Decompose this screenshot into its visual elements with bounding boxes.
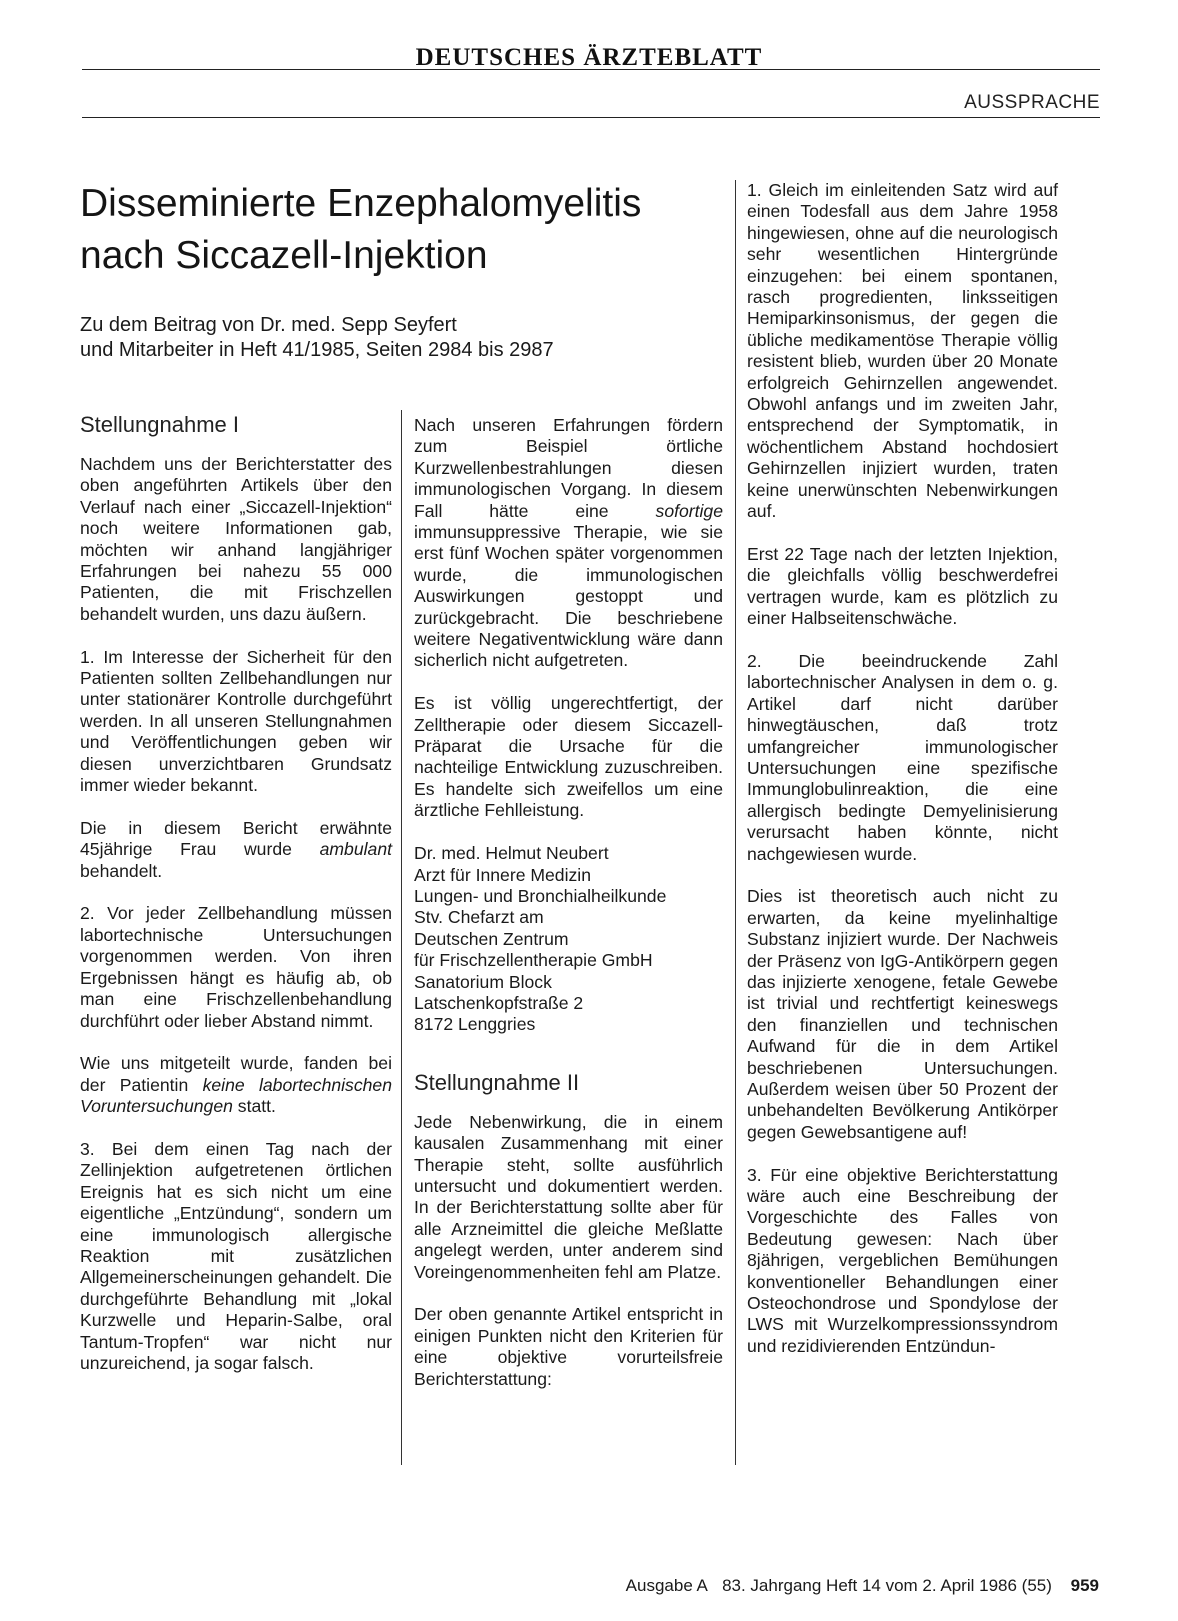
article-title [80, 178, 720, 282]
page-footer [0, 1576, 1099, 1596]
section-label: AUSSPRACHE [964, 92, 1100, 113]
page-number: 959 [1070, 1576, 1099, 1595]
text-run: immunsuppressive Therapie, wie sie erst fünf Wochen später vorgenommen wurde, die immunologischen Auswirkungen gestoppt und zurückgebracht. Die beschriebene weitere Negativentwicklung wäre dann sicherlich nicht aufgetreten. [414, 522, 723, 671]
text-run: Die in diesem Bericht erwähnte 45jährige Frau wurde [80, 817, 392, 860]
paragraph: 1. Gleich im einleitenden Satz wird auf einen Todesfall aus dem Jahre 1958 hingewiesen, ohne auf die neurologisch sehr wesentlichen Hintergründe einzugehen: bei einem spontanen, rasch progredienten, linksseitigen Hemiparkinsonismus, der gegen die übliche medikamentöse Therapie völlig resistent blieb, wurden über 20 Monate erfolgreich Gehirnzellen angewendet. Obwohl anfangs und im zweiten Jahr, entsprechend der Symptomatik, in wöchentlichem Abstand hochdosiert Gehirnzellen injiziert wurden, traten keine unerwünschten Nebenwirkungen auf. [747, 180, 1058, 522]
emphasis: sofortige [655, 500, 723, 521]
paragraph [80, 818, 392, 882]
paragraph: 2. Die beeindruckende Zahl labortechnischer Analysen in dem o. g. Artikel darf nicht darüber hinwegtäuschen, daß trotz umfangreicher immunologischer Untersuchungen eine spezifische Immunglobulinreaktion, die eine allergisch bedingte Demyelinisierung verursacht haben könnte, nicht nachgewiesen wurde. [747, 650, 1058, 864]
signature-line: Lungen- und Bronchialheilkunde [414, 885, 667, 906]
masthead-rule [82, 69, 1100, 70]
signature-line: Dr. med. Helmut Neubert [414, 843, 609, 864]
signature-line: Sanatorium Block [414, 971, 552, 992]
paragraph: Der oben genannte Artikel entspricht in einigen Punkten nicht den Kriterien für eine objektive vorurteilsfreie Berichterstattung: [414, 1304, 723, 1389]
subtitle-line-1: Zu dem Beitrag von Dr. med. Sepp Seyfert [80, 314, 457, 336]
emphasis: ambulant [319, 839, 392, 860]
paragraph: 1. Im Interesse der Sicherheit für den Patienten sollten Zellbehandlungen nur unter stationärer Kontrolle durchgeführt werden. In all unseren Stellungnahmen und Veröffentlichungen geben wir diesen unverzichtbaren Grundsatz immer wieder bekannt. [80, 646, 392, 796]
signature-line: für Frischzellentherapie GmbH [414, 950, 653, 971]
signature-line: Arzt für Innere Medizin [414, 864, 591, 885]
paragraph: Jede Nebenwirkung, die in einem kausalen Zusammenhang mit einer Therapie steht, sollte ausführlich untersucht und dokumentiert werden. In der Berichterstattung sollte aber für alle Arzneimittel die gleiche Meßlatte angelegt werden, unter anderem sind Voreingenommenheiten fehl am Platze. [414, 1111, 723, 1282]
title-line-2: nach Siccazell-Injektion [80, 234, 488, 277]
article-subtitle [80, 313, 740, 363]
paragraph: 3. Für eine objektive Berichterstattung wäre auch eine Beschreibung der Vorgeschichte des Falles von Bedeutung gewesen: Nach über 8jährigen, vergeblichen Bemühungen konventioneller Behandlungen einer Osteochondrose und Spondylose der LWS mit Wurzelkompressionssyndrom und rezidivierenden Entzündun- [747, 1164, 1058, 1356]
paragraph: 3. Bei dem einen Tag nach der Zellinjektion aufgetretenen örtlichen Ereignis hat es sich nicht um eine eigentliche „Entzündung“, sondern um eine immunologisch allergische Reaktion mit zusätzlichen Allgemeinerscheinungen gehandelt. Die durchgeführte Behandlung mit „lokal Kurzwelle und Heparin-Salbe, oral Tantum-Tropfen“ war nicht nur unzureichend, ja sogar falsch. [80, 1138, 392, 1373]
statement-1-heading: Stellungnahme I [80, 412, 239, 437]
statement-2-heading: Stellungnahme II [414, 1069, 580, 1095]
journal-masthead: DEUTSCHES ÄRZTEBLATT [415, 44, 763, 71]
emphasis: keine labortechnischen Voruntersuchungen [80, 1074, 392, 1117]
paragraph: 2. Vor jeder Zellbehandlung müssen labortechnische Untersuchungen vorgenommen werden. Von ihren Ergebnissen hängt es häufig ab, ob man eine Frischzellenbehandlung durchführt oder lieber Abstand nimmt. [80, 903, 392, 1031]
paragraph: Nachdem uns der Berichterstatter des oben angeführten Artikels über den Verlauf nach einer „Siccazell-Injektion“ noch weitere Informationen gab, möchten wir anhand langjähriger Erfahrungen bei nahezu 55 000 Patienten, die mit Frischzellen behandelt wurden, uns dazu äußern. [80, 454, 392, 624]
text-run: behandelt. [80, 860, 163, 881]
edition-label: Ausgabe A [625, 1576, 708, 1595]
subtitle-line-2: und Mitarbeiter in Heft 41/1985, Seiten 2984 bis 2987 [80, 339, 554, 361]
paragraph: Erst 22 Tage nach der letzten Injektion, die gleichfalls völlig beschwerdefrei vertragen wurde, kam es plötzlich zu einer Halbseitenschwäche. [747, 543, 1058, 629]
column-3 [747, 180, 1058, 1379]
paragraph [80, 1053, 392, 1117]
column-divider [735, 180, 736, 1465]
paragraph: Es ist völlig ungerechtfertigt, der Zelltherapie oder diesem Siccazell-Präparat die Ursache für die nachteilige Entwicklung zuzuschreiben. Es handelte sich zweifellos um eine ärztliche Fehlleistung. [414, 693, 723, 821]
text-run: Nach unseren Erfahrungen fördern zum Beispiel örtliche Kurzwellenbestrahlungen diesen immunologischen Vorgang. In diesem Fall hätte eine [414, 415, 723, 521]
text-run: Wie uns mitgeteilt wurde, fanden bei der Patientin [80, 1053, 392, 1095]
signature-line: Deutschen Zentrum [414, 928, 569, 949]
paragraph: Dies ist theoretisch auch nicht zu erwarten, da keine myelinhaltige Substanz injiziert wurde. Der Nachweis der Präsenz von IgG-Antikörpern gegen das injizierte xenogene, fetale Gewebe ist trivial und rechtfertigt keineswegs den finanziellen und technischen Aufwand für die in dem Artikel beschriebenen Untersuchungen. Außerdem weisen über 50 Prozent der unbehandelten Bevölkerung Antikörper gegen Gewebsantigene auf! [747, 886, 1059, 1142]
issue-info: 83. Jahrgang Heft 14 vom 2. April 1986 (55) [722, 1576, 1052, 1595]
signature-line: Stv. Chefarzt am [414, 907, 544, 928]
paragraph [414, 415, 723, 672]
text-run: statt. [232, 1096, 276, 1117]
signature-line: 8172 Lenggries [414, 1014, 536, 1035]
column-2 [414, 415, 723, 1411]
column-divider [401, 410, 402, 1465]
title-line-1: Disseminierte Enzephalomyelitis [80, 182, 642, 225]
section-rule [82, 117, 1100, 118]
column-1 [80, 410, 392, 1396]
signature-line: Latschenkopfstraße 2 [414, 992, 584, 1013]
author-signature [414, 843, 723, 1036]
